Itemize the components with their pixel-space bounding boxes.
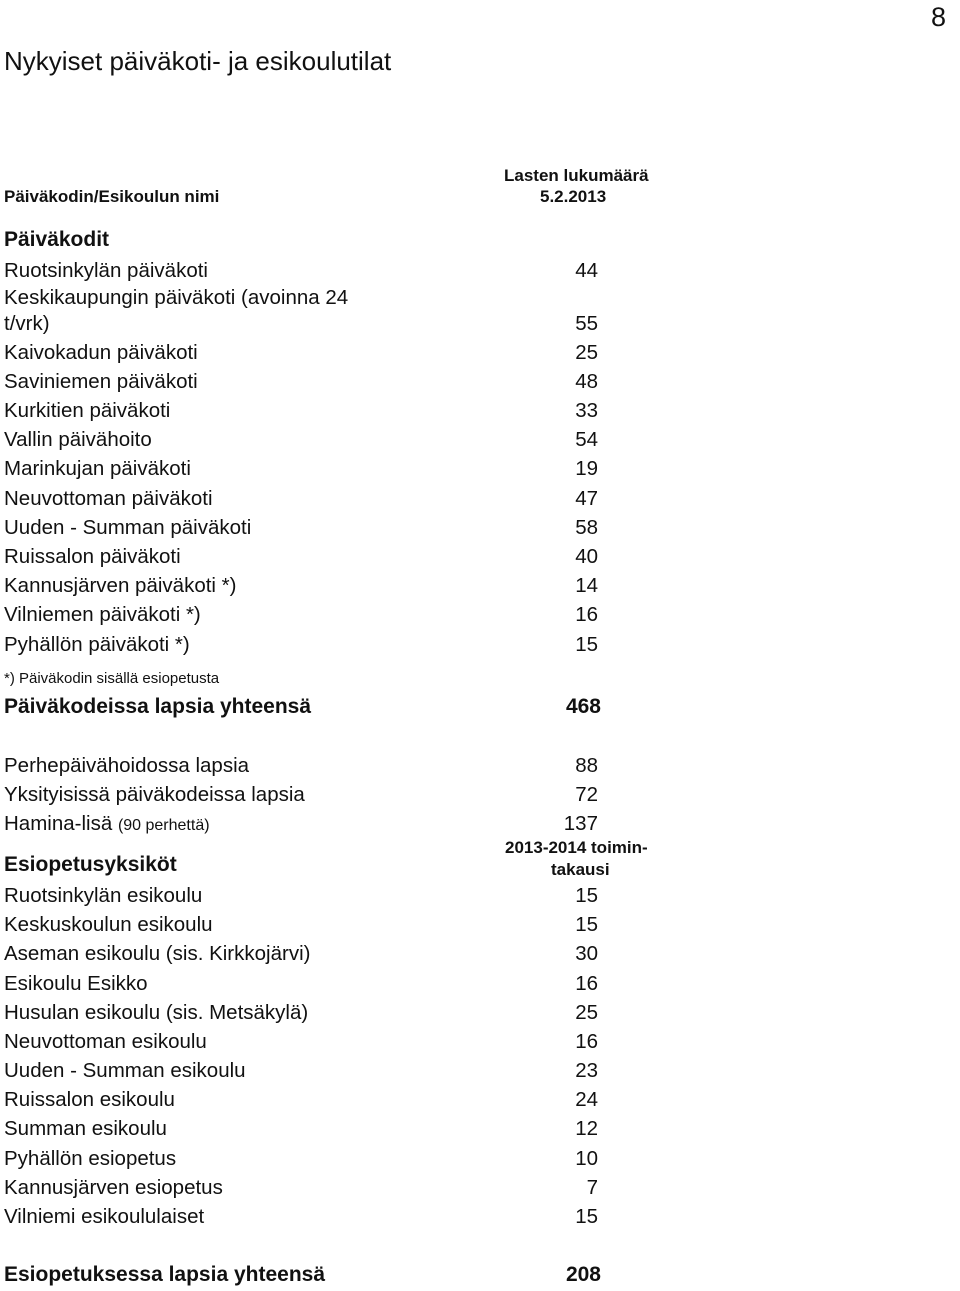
item-name: Pyhällön esiopetus [4,1147,177,1170]
item-count: 15 [575,913,598,936]
list-item [4,913,624,941]
item-count: 25 [575,1001,598,1024]
preschool-count-header-line2: takausi [551,860,610,879]
list-item [4,1059,624,1087]
item-name: t/vrk) [4,312,50,335]
list-item [4,1001,624,1029]
preschool-total-row [4,1263,624,1291]
item-count: 16 [575,972,598,995]
list-item [4,399,624,427]
list-item [4,259,624,287]
item-name: Marinkujan päiväkoti [4,457,191,480]
item-count: 15 [575,1205,598,1228]
item-count: 58 [575,516,598,539]
item-count: 24 [575,1088,598,1111]
list-item [4,1117,624,1145]
page-number: 8 [930,2,946,32]
list-item [4,428,624,456]
total-label: Esiopetuksessa lapsia yhteensä [4,1263,325,1286]
item-name: Summan esikoulu [4,1117,167,1140]
list-item [4,545,624,573]
item-name: Ruissalon päiväkoti [4,545,181,568]
total-label: Päiväkodeissa lapsia yhteensä [4,695,312,718]
item-name: Vilniemen päiväkoti *) [4,603,201,626]
list-item [4,884,624,912]
hamina-note: (90 perhettä) [117,817,210,834]
list-item [4,633,624,661]
item-name: Neuvottoman esikoulu [4,1030,207,1053]
preschool-section-title: Esiopetusyksiköt [4,853,177,876]
item-count: 12 [575,1117,598,1140]
item-name: Uuden - Summan esikoulu [4,1059,246,1082]
list-item [4,972,624,1000]
item-name: Ruotsinkylän päiväkoti [4,259,208,282]
list-item [4,286,624,314]
item-count: 7 [586,1176,598,1199]
item-name: Ruotsinkylän esikoulu [4,884,203,907]
item-count: 14 [575,574,598,597]
list-item [4,370,624,398]
list-item [4,341,624,369]
item-count: 72 [575,783,598,806]
item-name: Aseman esikoulu (sis. Kirkkojärvi) [4,942,311,965]
item-name: Ruissalon esikoulu [4,1088,175,1111]
item-count: 44 [575,259,598,282]
item-name: Keskikaupungin päiväkoti (avoinna 24 [4,286,349,309]
item-count: 23 [575,1059,598,1082]
item-count: 54 [575,428,598,451]
item-count: 15 [575,884,598,907]
daycare-section-title: Päiväkodit [4,228,110,251]
item-name: Pyhällön päiväkoti *) [4,633,190,656]
item-name: Husulan esikoulu (sis. Metsäkylä) [4,1001,309,1024]
item-name: Kannusjärven esiopetus [4,1176,223,1199]
list-item [4,516,624,544]
item-name: Perhepäivähoidossa lapsia [4,754,250,777]
count-column-header-line1: Lasten lukumäärä [504,166,649,185]
hamina-row [4,812,624,840]
list-item [4,1176,624,1204]
item-name: Uuden - Summan päiväkoti [4,516,252,539]
list-item [4,457,624,485]
item-count: 55 [575,312,598,335]
item-count: 25 [575,341,598,364]
item-count: 16 [575,1030,598,1053]
item-count: 19 [575,457,598,480]
list-item [4,487,624,515]
item-count: 48 [575,370,598,393]
item-count: 33 [575,399,598,422]
item-name: Vallin päivähoito [4,428,152,451]
name-column-header: Päiväkodin/Esikoulun nimi [4,187,220,206]
list-item [4,1030,624,1058]
item-count: 47 [575,487,598,510]
count-column-header-line2: 5.2.2013 [540,187,607,206]
page-title: Nykyiset päiväkoti- ja esikoulutilat [4,46,392,76]
item-name: Yksityisissä päiväkodeissa lapsia [4,783,305,806]
item-count: 10 [575,1147,598,1170]
list-item [4,312,624,340]
item-name: Kannusjärven päiväkoti *) [4,574,237,597]
item-count: 15 [575,633,598,656]
daycare-total-row [4,695,624,723]
item-count: 137 [563,812,598,835]
footnote: *) Päiväkodin sisällä esiopetusta [4,670,220,687]
total-value: 208 [565,1263,601,1286]
list-item [4,603,624,631]
item-name: Neuvottoman päiväkoti [4,487,213,510]
item-count: 16 [575,603,598,626]
item-count: 88 [575,754,598,777]
item-name: Saviniemen päiväkoti [4,370,198,393]
item-name: Kaivokadun päiväkoti [4,341,198,364]
hamina-label: Hamina-lisä [4,812,113,835]
item-name: Keskuskoulun esikoulu [4,913,213,936]
item-count: 30 [575,942,598,965]
list-item [4,1088,624,1116]
list-item [4,1205,624,1233]
item-name [4,812,210,836]
item-name: Esikoulu Esikko [4,972,148,995]
list-item [4,942,624,970]
list-item [4,783,624,811]
item-name: Vilniemi esikoululaiset [4,1205,205,1228]
total-value: 468 [565,695,601,718]
item-count: 40 [575,545,598,568]
item-name: Kurkitien päiväkoti [4,399,171,422]
preschool-count-header-line1: 2013-2014 toimin- [505,838,648,857]
list-item [4,574,624,602]
list-item [4,754,624,782]
list-item [4,1147,624,1175]
